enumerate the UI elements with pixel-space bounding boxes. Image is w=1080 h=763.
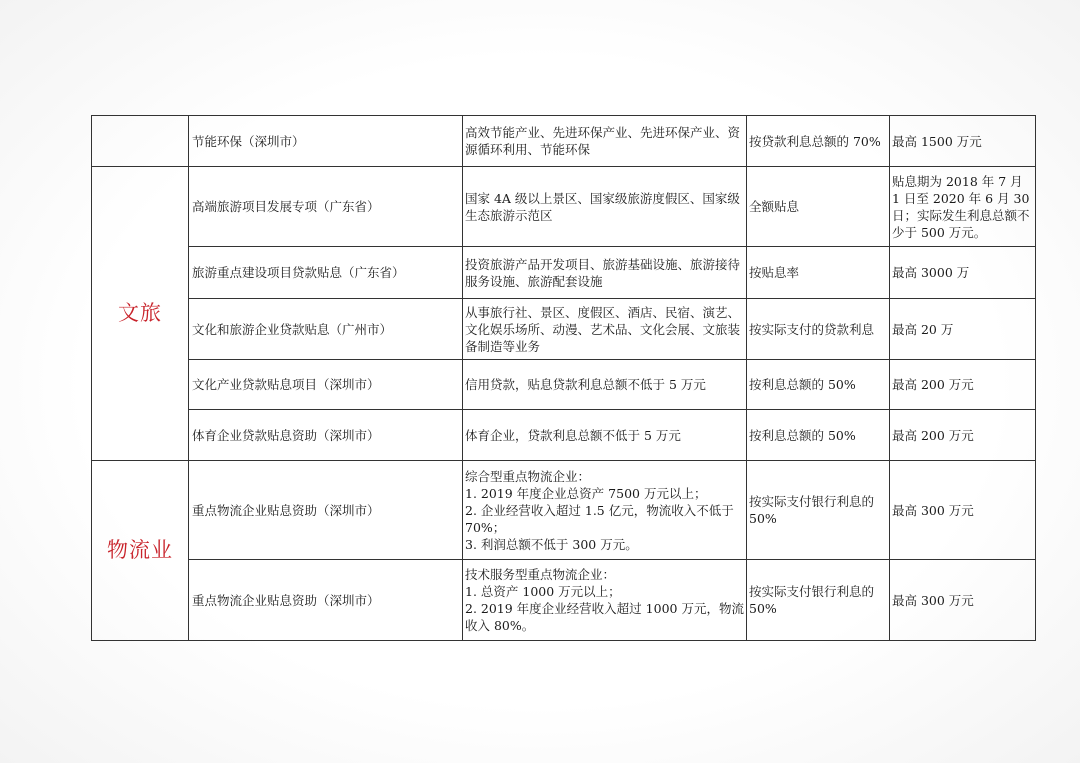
table-row bbox=[92, 247, 1036, 299]
table-row bbox=[92, 461, 1036, 560]
subsidy-method: 按贷款利息总额的 70% bbox=[747, 116, 890, 167]
eligibility-line: 2. 2019 年度企业经营收入超过 1000 万元，物流收入 80%。 bbox=[465, 601, 744, 633]
subsidy-limit: 最高 300 万元 bbox=[890, 461, 1036, 560]
subsidy-method: 按实际支付银行利息的 50% bbox=[747, 560, 890, 641]
table-row bbox=[92, 116, 1036, 167]
project-name: 高端旅游项目发展专项（广东省） bbox=[189, 167, 463, 247]
table-row bbox=[92, 299, 1036, 360]
eligibility-line: 1. 总资产 1000 万元以上； bbox=[465, 584, 621, 599]
subsidy-limit: 最高 20 万 bbox=[890, 299, 1036, 360]
subsidy-limit: 最高 1500 万元 bbox=[890, 116, 1036, 167]
table-row bbox=[92, 167, 1036, 247]
subsidy-method: 全额贴息 bbox=[747, 167, 890, 247]
eligibility: 体育企业，贷款利息总额不低于 5 万元 bbox=[463, 410, 747, 461]
subsidy-method: 按实际支付银行利息的 50% bbox=[747, 461, 890, 560]
category-culture-tourism: 文旅 bbox=[92, 167, 189, 461]
project-name: 旅游重点建设项目贷款贴息（广东省） bbox=[189, 247, 463, 299]
subsidy-limit: 最高 200 万元 bbox=[890, 410, 1036, 461]
subsidy-method: 按贴息率 bbox=[747, 247, 890, 299]
project-name: 体育企业贷款贴息资助（深圳市） bbox=[189, 410, 463, 461]
project-name: 重点物流企业贴息资助（深圳市） bbox=[189, 461, 463, 560]
subsidy-table bbox=[91, 115, 1036, 641]
subsidy-method: 按利息总额的 50% bbox=[747, 360, 890, 410]
eligibility-line: 技术服务型重点物流企业： bbox=[465, 567, 616, 582]
subsidy-limit: 最高 300 万元 bbox=[890, 560, 1036, 641]
eligibility-line: 1. 2019 年度企业总资产 7500 万元以上； bbox=[465, 485, 707, 501]
eligibility-line: 2. 企业经营收入超过 1.5 亿元，物流收入不低于 70%； bbox=[465, 502, 734, 535]
subsidy-method: 按实际支付的贷款利息 bbox=[747, 299, 890, 360]
subsidy-method: 按利息总额的 50% bbox=[747, 410, 890, 461]
eligibility-line: 综合型重点物流企业： bbox=[465, 468, 591, 484]
project-name: 文化产业贷款贴息项目（深圳市） bbox=[189, 360, 463, 410]
table-row bbox=[92, 410, 1036, 461]
eligibility: 投资旅游产品开发项目、旅游基础设施、旅游接待服务设施、旅游配套设施 bbox=[463, 247, 747, 299]
category-cell-empty bbox=[92, 116, 189, 167]
project-name: 重点物流企业贴息资助（深圳市） bbox=[189, 560, 463, 641]
subsidy-limit: 贴息期为 2018 年 7 月 1 日至 2020 年 6 月 30 日；实际发生利息总额不少于 500 万元。 bbox=[890, 167, 1036, 247]
table-row bbox=[92, 560, 1036, 641]
eligibility: 信用贷款，贴息贷款利息总额不低于 5 万元 bbox=[463, 360, 747, 410]
category-logistics: 物流业 bbox=[92, 461, 189, 641]
project-name: 节能环保（深圳市） bbox=[189, 116, 463, 167]
subsidy-limit: 最高 200 万元 bbox=[890, 360, 1036, 410]
eligibility: 高效节能产业、先进环保产业、先进环保产业、资源循环利用、节能环保 bbox=[463, 116, 747, 167]
eligibility: 从事旅行社、景区、度假区、酒店、民宿、演艺、文化娱乐场所、动漫、艺术品、文化会展、文旅装备制造等业务 bbox=[463, 299, 747, 360]
eligibility-line: 3. 利润总额不低于 300 万元。 bbox=[465, 536, 638, 552]
subsidy-limit: 最高 3000 万 bbox=[890, 247, 1036, 299]
project-name: 文化和旅游企业贷款贴息（广州市） bbox=[189, 299, 463, 360]
table-row bbox=[92, 360, 1036, 410]
eligibility: 国家 4A 级以上景区、国家级旅游度假区、国家级生态旅游示范区 bbox=[463, 167, 747, 247]
eligibility bbox=[463, 560, 747, 641]
eligibility bbox=[463, 461, 747, 560]
